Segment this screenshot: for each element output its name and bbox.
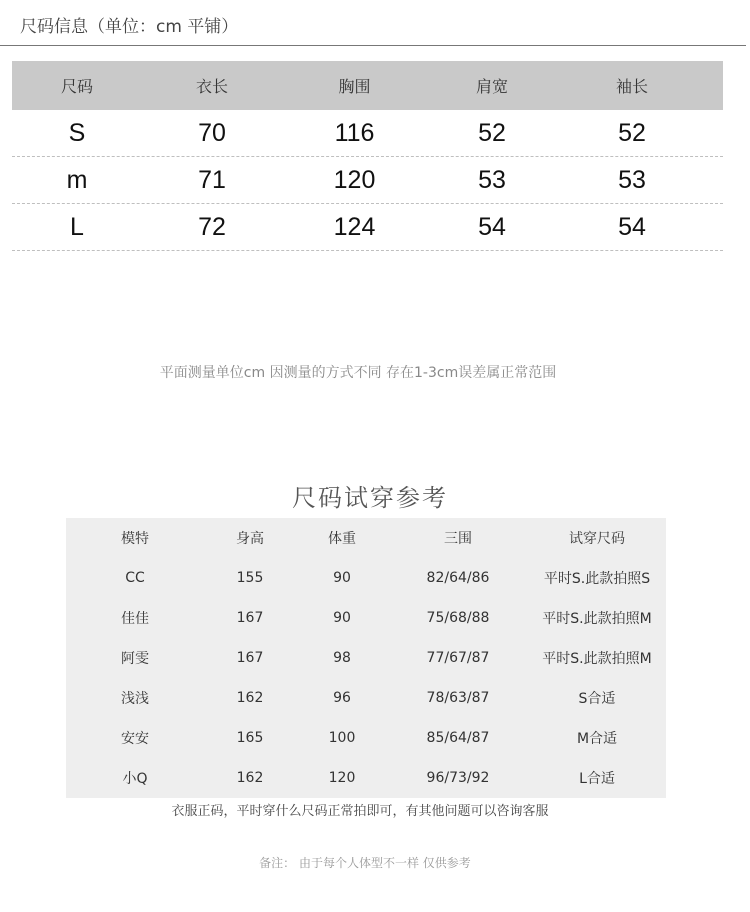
table-cell: 52 [478,118,506,147]
table-cell: 98 [333,650,351,666]
table-cell: 96/73/92 [426,770,490,786]
table-cell: 71 [198,165,226,194]
table-cell: 120 [333,165,376,194]
table-cell: 100 [328,730,356,746]
table-row [66,598,666,638]
column-header-weight: 体重 [328,531,356,547]
table-cell: L [70,212,84,241]
table-row [66,558,666,598]
table-cell: 平时S.此款拍照M [542,611,652,627]
remark-note: 备注： 由于每个人体型不一样 仅供参考 [259,856,471,870]
size-table-header [12,61,723,110]
fit-reference-table [66,518,666,798]
table-cell: 90 [333,610,351,626]
table-cell: 90 [333,570,351,586]
measurement-note: 平面测量单位cm 因测量的方式不同 存在1-3cm误差属正常范围 [159,365,557,381]
table-cell: 124 [333,212,376,241]
fit-table-header [66,518,666,558]
column-header-shoulder: 肩宽 [475,77,508,96]
table-cell: 70 [198,118,226,147]
column-header-fit-size: 试穿尺码 [569,531,625,547]
table-cell: 165 [236,730,264,746]
table-cell: 安安 [121,731,149,747]
table-cell: 小Q [122,771,148,787]
column-header-model: 模特 [121,531,149,547]
table-cell: S合适 [578,691,616,707]
table-cell: CC [125,570,145,586]
table-cell: 75/68/88 [426,610,490,626]
table-cell: 72 [198,212,226,241]
table-row [66,678,666,718]
table-cell: m [66,165,88,194]
table-cell: 平时S.此款拍照M [542,651,652,667]
section-title: 尺码信息（单位：cm 平铺） [20,17,239,37]
column-header-chest: 胸围 [338,77,371,96]
column-header-size: 尺码 [60,77,93,96]
table-cell: 167 [236,650,264,666]
column-header-sleeve: 袖长 [615,77,648,96]
table-cell: 54 [478,212,506,241]
table-cell: 162 [236,770,264,786]
table-cell: 162 [236,690,264,706]
table-cell: 阿雯 [121,651,149,667]
table-cell: L合适 [579,771,615,787]
table-cell: 53 [618,165,646,194]
table-cell: 96 [333,690,351,706]
column-header-length: 衣长 [195,77,228,96]
table-cell: 浅浅 [121,691,149,707]
table-row [12,157,723,204]
table-cell: 167 [236,610,264,626]
table-row [66,758,666,798]
table-cell: 佳佳 [121,611,149,627]
table-row [12,204,723,251]
table-cell: 78/63/87 [426,690,490,706]
column-header-measurements: 三围 [444,531,472,547]
table-row [66,638,666,678]
table-cell: 116 [334,118,375,147]
table-row [66,718,666,758]
table-row [12,110,723,157]
table-cell: 85/64/87 [426,730,490,746]
table-cell: M合适 [576,731,618,747]
table-cell: 82/64/86 [426,570,490,586]
table-cell: S [68,118,86,147]
column-header-height: 身高 [236,531,264,547]
table-cell: 155 [236,570,264,586]
table-cell: 77/67/87 [426,650,490,666]
fit-reference-title: 尺码试穿参考 [292,484,448,512]
table-cell: 52 [618,118,646,147]
size-table [12,61,723,251]
fit-note: 衣服正码，平时穿什么尺码正常拍即可，有其他问题可以咨询客服 [171,804,549,819]
table-cell: 53 [478,165,506,194]
table-cell: 平时S.此款拍照S [543,571,651,587]
divider [0,45,746,46]
table-cell: 120 [328,770,356,786]
table-cell: 54 [618,212,646,241]
